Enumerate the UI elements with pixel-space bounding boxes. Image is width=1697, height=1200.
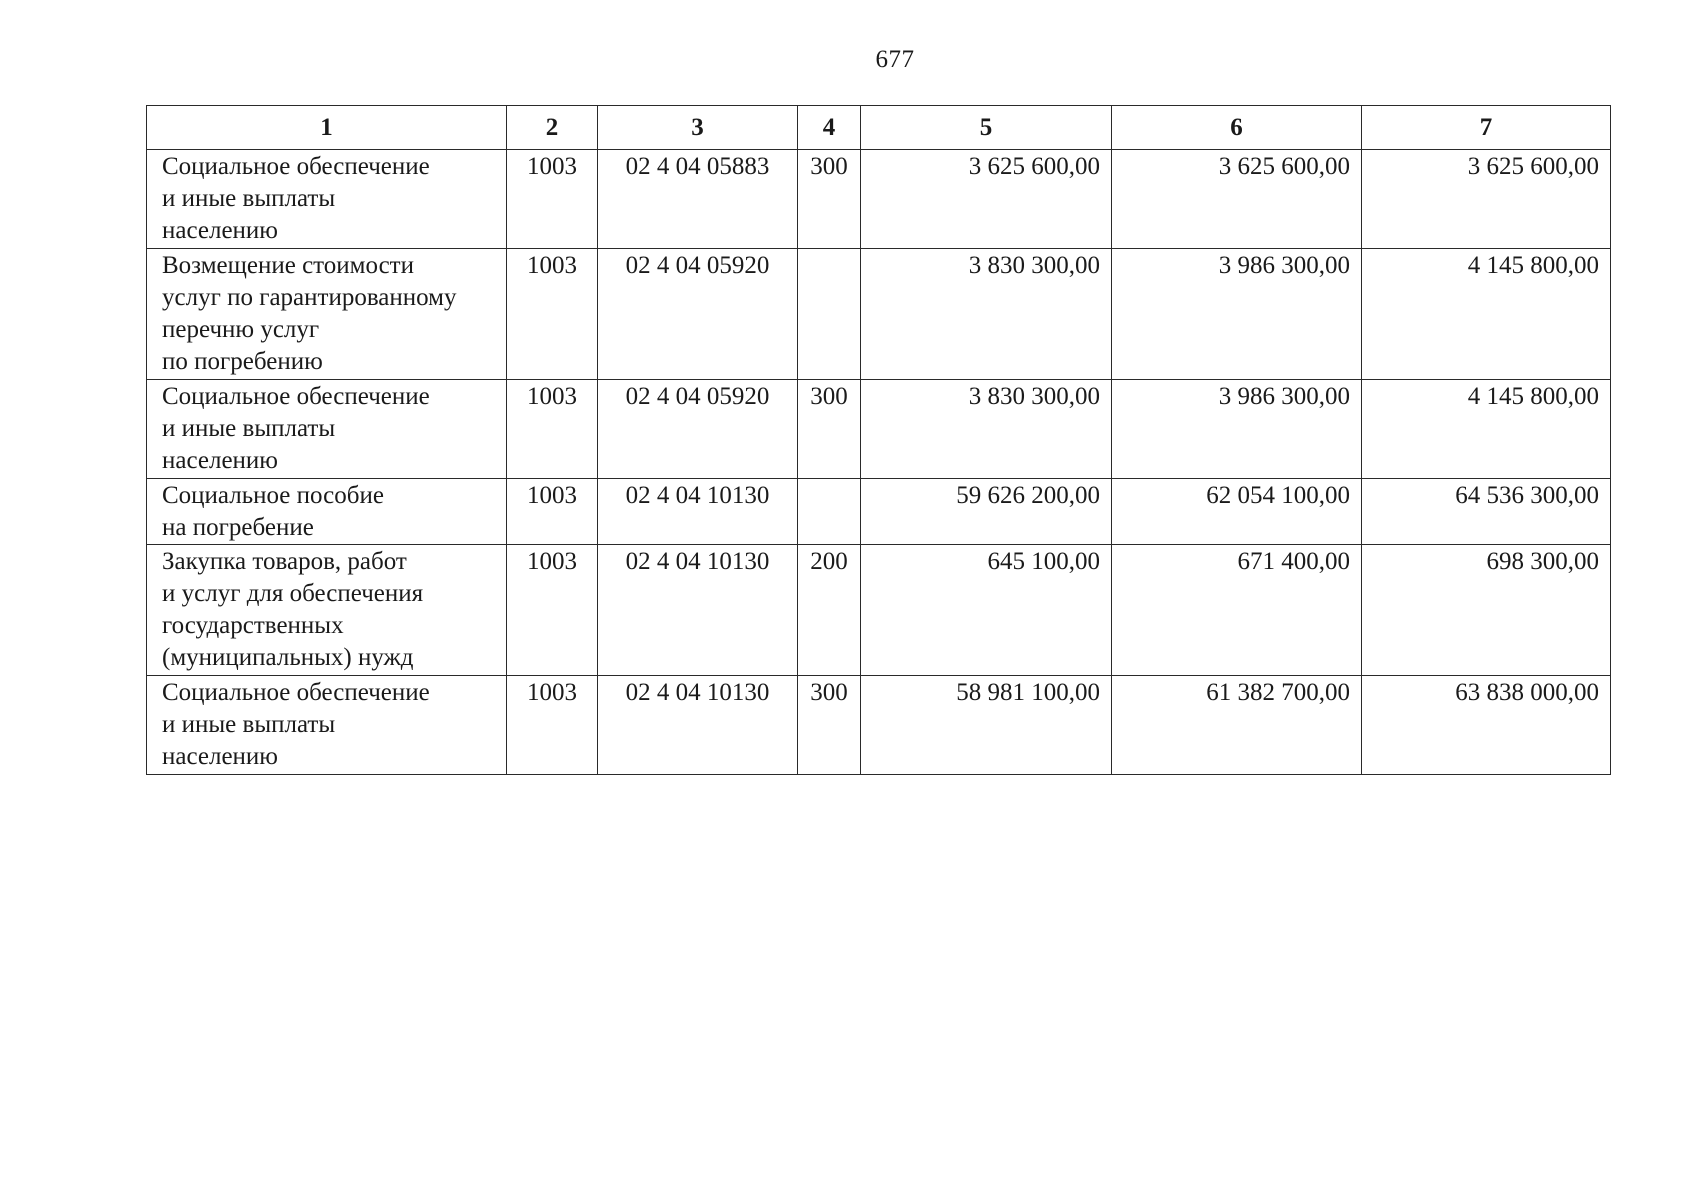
table-row bbox=[147, 150, 1611, 249]
header-col-6: 6 bbox=[1112, 106, 1362, 150]
page-number: 677 bbox=[875, 46, 915, 73]
row-name bbox=[147, 380, 507, 479]
row-amount-col5: 645 100,00 bbox=[861, 545, 1112, 676]
row-amount-col6: 61 382 700,00 bbox=[1112, 676, 1362, 775]
row-name-line: и иные выплаты bbox=[162, 415, 336, 442]
row-target-code: 02 4 04 10130 bbox=[598, 479, 798, 545]
row-amount-col5: 3 830 300,00 bbox=[861, 380, 1112, 479]
row-amount-col5: 3 830 300,00 bbox=[861, 249, 1112, 380]
row-section-code: 1003 bbox=[507, 545, 598, 676]
row-section-code: 1003 bbox=[507, 479, 598, 545]
header-col-1: 1 bbox=[147, 106, 507, 150]
row-name-line: населению bbox=[162, 743, 278, 770]
row-name-line: населению bbox=[162, 447, 278, 474]
header-col-4: 4 bbox=[798, 106, 861, 150]
row-name bbox=[147, 676, 507, 775]
header-col-2: 2 bbox=[507, 106, 598, 150]
row-name-line: (муниципальных) нужд bbox=[162, 644, 414, 671]
row-amount-col6: 3 986 300,00 bbox=[1112, 380, 1362, 479]
row-name-line: и иные выплаты bbox=[162, 185, 336, 212]
row-expense-type bbox=[798, 249, 861, 380]
row-expense-type: 300 bbox=[798, 150, 861, 249]
row-section-code: 1003 bbox=[507, 249, 598, 380]
table-row bbox=[147, 249, 1611, 380]
header-col-7: 7 bbox=[1362, 106, 1611, 150]
row-amount-col6: 62 054 100,00 bbox=[1112, 479, 1362, 545]
row-amount-col7: 63 838 000,00 bbox=[1362, 676, 1611, 775]
header-col-3: 3 bbox=[598, 106, 798, 150]
row-expense-type: 300 bbox=[798, 676, 861, 775]
row-amount-col7: 698 300,00 bbox=[1362, 545, 1611, 676]
row-name bbox=[147, 479, 507, 545]
row-expense-type: 300 bbox=[798, 380, 861, 479]
row-name bbox=[147, 545, 507, 676]
row-section-code: 1003 bbox=[507, 380, 598, 479]
table-row bbox=[147, 479, 1611, 545]
table-row bbox=[147, 545, 1611, 676]
row-name-line: Социальное обеспечение bbox=[162, 383, 430, 410]
row-section-code: 1003 bbox=[507, 676, 598, 775]
row-name bbox=[147, 150, 507, 249]
row-name-line: и услуг для обеспечения bbox=[162, 580, 424, 607]
row-target-code: 02 4 04 05920 bbox=[598, 380, 798, 479]
table-row bbox=[147, 380, 1611, 479]
row-target-code: 02 4 04 05920 bbox=[598, 249, 798, 380]
row-name-line: и иные выплаты bbox=[162, 711, 336, 738]
row-amount-col7: 3 625 600,00 bbox=[1362, 150, 1611, 249]
row-name-line: Социальное обеспечение bbox=[162, 679, 430, 706]
row-amount-col5: 59 626 200,00 bbox=[861, 479, 1112, 545]
row-expense-type: 200 bbox=[798, 545, 861, 676]
row-section-code: 1003 bbox=[507, 150, 598, 249]
row-name-line: Социальное пособие bbox=[162, 482, 384, 509]
row-name-line: государственных bbox=[162, 612, 344, 639]
row-amount-col7: 64 536 300,00 bbox=[1362, 479, 1611, 545]
row-amount-col6: 671 400,00 bbox=[1112, 545, 1362, 676]
row-amount-col7: 4 145 800,00 bbox=[1362, 249, 1611, 380]
row-target-code: 02 4 04 10130 bbox=[598, 676, 798, 775]
budget-table bbox=[146, 105, 1611, 775]
row-name-line: Социальное обеспечение bbox=[162, 153, 430, 180]
row-name-line: по погребению bbox=[162, 348, 323, 375]
row-target-code: 02 4 04 05883 bbox=[598, 150, 798, 249]
row-name-line: Возмещение стоимости bbox=[162, 252, 414, 279]
header-row bbox=[147, 106, 1611, 150]
row-name-line: Закупка товаров, работ bbox=[162, 548, 407, 575]
row-amount-col6: 3 986 300,00 bbox=[1112, 249, 1362, 380]
row-name-line: населению bbox=[162, 217, 278, 244]
row-amount-col6: 3 625 600,00 bbox=[1112, 150, 1362, 249]
row-target-code: 02 4 04 10130 bbox=[598, 545, 798, 676]
table-row bbox=[147, 676, 1611, 775]
row-amount-col7: 4 145 800,00 bbox=[1362, 380, 1611, 479]
row-name-line: на погребение bbox=[162, 514, 314, 541]
row-name-line: перечню услуг bbox=[162, 316, 320, 343]
header-col-5: 5 bbox=[861, 106, 1112, 150]
row-name-line: услуг по гарантированному bbox=[162, 284, 457, 311]
row-amount-col5: 3 625 600,00 bbox=[861, 150, 1112, 249]
row-name bbox=[147, 249, 507, 380]
row-amount-col5: 58 981 100,00 bbox=[861, 676, 1112, 775]
row-expense-type bbox=[798, 479, 861, 545]
